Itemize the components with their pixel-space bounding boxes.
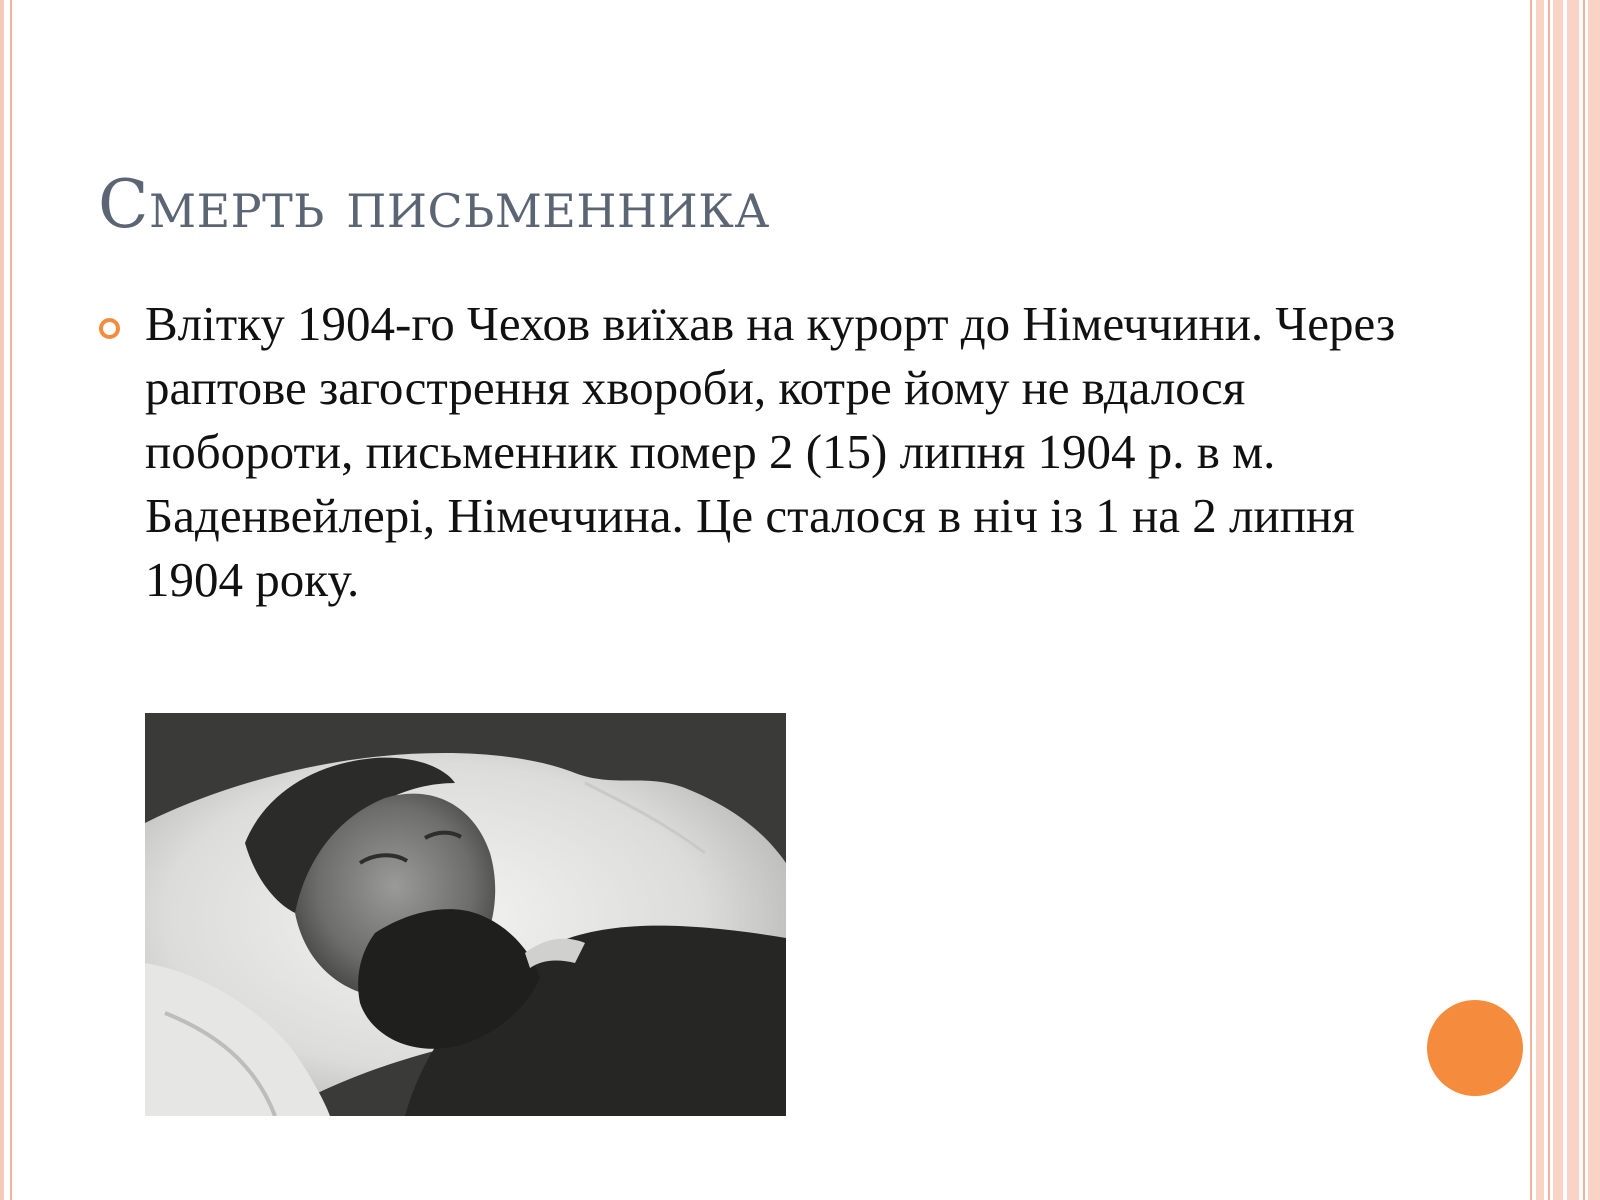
right-border-line [1530,0,1532,1200]
deathbed-photo [145,713,786,1116]
left-border-line-inner [10,0,12,1200]
right-border-band [1536,0,1544,1200]
right-border-band [1567,0,1579,1200]
decorative-orange-circle [1427,1000,1523,1096]
bullet-circle-icon [99,318,120,339]
bullet-text: Влітку 1904-го Чехов виїхав на курорт до Німеччини. Через раптове загострення хвороби, котре йому не вдалося побороти, письменник помер 2 (15) липня 1904 р. в м. Баденвейлері, Німеччина. Це сталося в ніч із 1 на 2 липня 1904 року. [145,296,1396,607]
slide-title: Смерть письменника [98,166,770,243]
right-border-band [1553,0,1563,1200]
right-border-band [1588,0,1600,1200]
right-border-line [1583,0,1585,1200]
right-border-line [1548,0,1550,1200]
left-border-line [0,0,4,1200]
photo-illustration [145,713,786,1116]
